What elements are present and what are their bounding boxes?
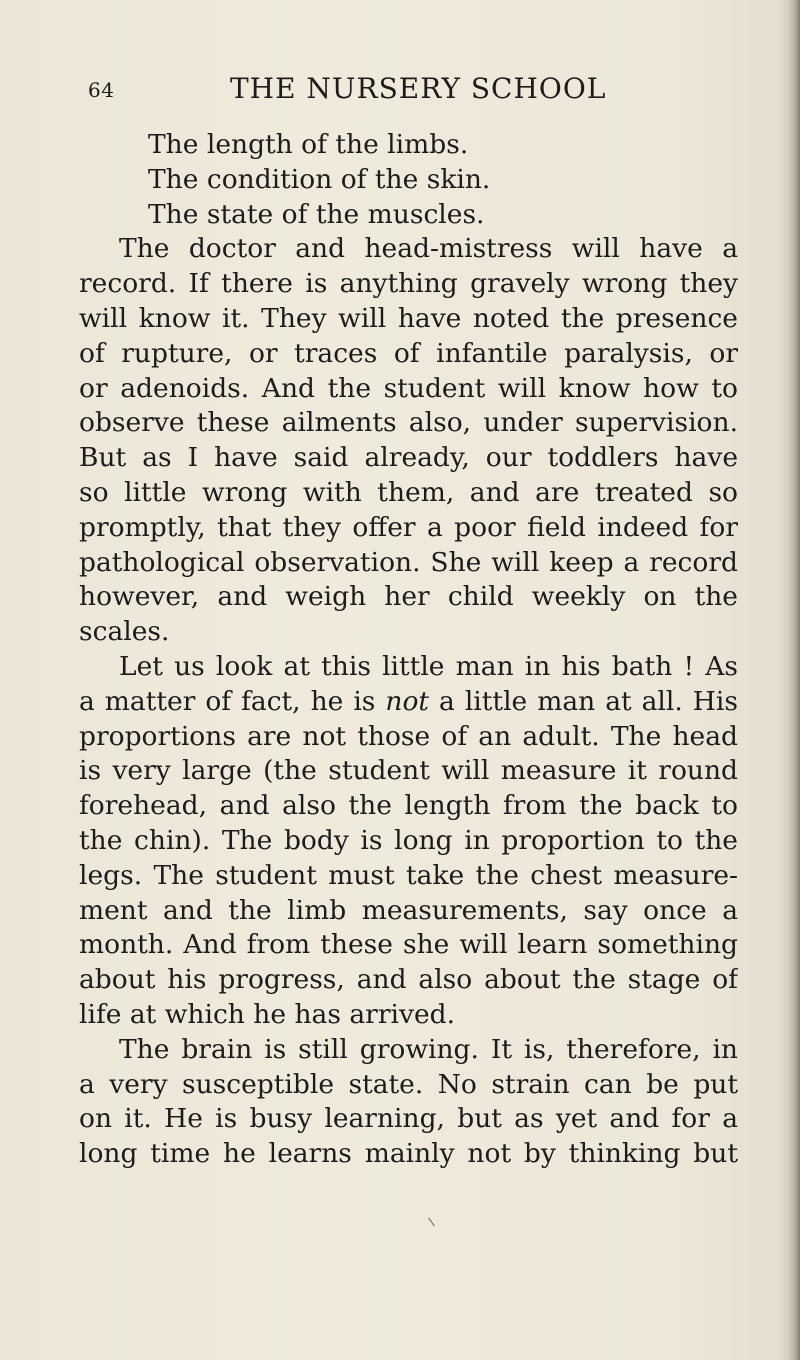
text-line: But as I have said already, our toddlers have bbox=[79, 442, 738, 474]
text-line: a very susceptible state. No strain can be put bbox=[79, 1068, 738, 1100]
text-line: or adenoids. And the student will know how to bbox=[79, 372, 738, 404]
stray-mark bbox=[428, 1218, 435, 1227]
body-text bbox=[79, 128, 738, 1172]
text-line: of rupture, or traces of infantile paralysis, or bbox=[79, 337, 738, 369]
text-line: The length of the limbs. bbox=[148, 129, 469, 160]
emphasis-text: not bbox=[385, 685, 430, 717]
text-line bbox=[79, 685, 738, 720]
text-line: long time he learns mainly not by thinking but bbox=[79, 1138, 738, 1170]
text-line: promptly, that they offer a poor field indeed for bbox=[79, 511, 738, 543]
text-segment: a little man at all. His bbox=[439, 685, 738, 717]
text-line: ment and the limb measurements, say once a bbox=[79, 894, 738, 926]
running-head: THE NURSERY SCHOOL bbox=[230, 72, 607, 105]
text-line: pathological observation. She will keep a record bbox=[79, 546, 738, 578]
text-line: The doctor and head-mistress will have a bbox=[119, 233, 738, 265]
page-edge-shadow bbox=[788, 0, 800, 1360]
text-line: forehead, and also the length from the back to bbox=[79, 790, 738, 822]
text-line: about his progress, and also about the stage of bbox=[79, 964, 738, 996]
text-line: is very large (the student will measure it round bbox=[79, 755, 738, 787]
text-line: scales. bbox=[79, 616, 170, 648]
text-line: The condition of the skin. bbox=[148, 163, 491, 195]
text-line: record. If there is anything gravely wrong they bbox=[79, 268, 738, 300]
text-line: the chin). The body is long in proportion to the bbox=[79, 824, 738, 856]
text-line: observe these ailments also, under supervision. bbox=[79, 407, 738, 439]
text-line: life at which he has arrived. bbox=[79, 998, 456, 1030]
text-line: legs. The student must take the chest measure- bbox=[79, 859, 738, 891]
text-line: month. And from these she will learn something bbox=[79, 929, 738, 961]
text-line: The state of the muscles. bbox=[148, 198, 485, 230]
text-line: however, and weigh her child weekly on the bbox=[79, 581, 738, 613]
text-line: The brain is still growing. It is, therefore, in bbox=[119, 1033, 738, 1065]
text-line: so little wrong with them, and are treated so bbox=[79, 476, 738, 508]
text-segment: a matter of fact, he is bbox=[79, 685, 376, 717]
text-line: proportions are not those of an adult. The head bbox=[79, 720, 738, 752]
text-line: on it. He is busy learning, but as yet and for a bbox=[79, 1103, 738, 1135]
page-header bbox=[88, 72, 648, 112]
page-number: 64 bbox=[88, 78, 115, 102]
text-line: will know it. They will have noted the presence bbox=[79, 302, 738, 334]
text-line: Let us look at this little man in his bath ! As bbox=[119, 650, 738, 682]
